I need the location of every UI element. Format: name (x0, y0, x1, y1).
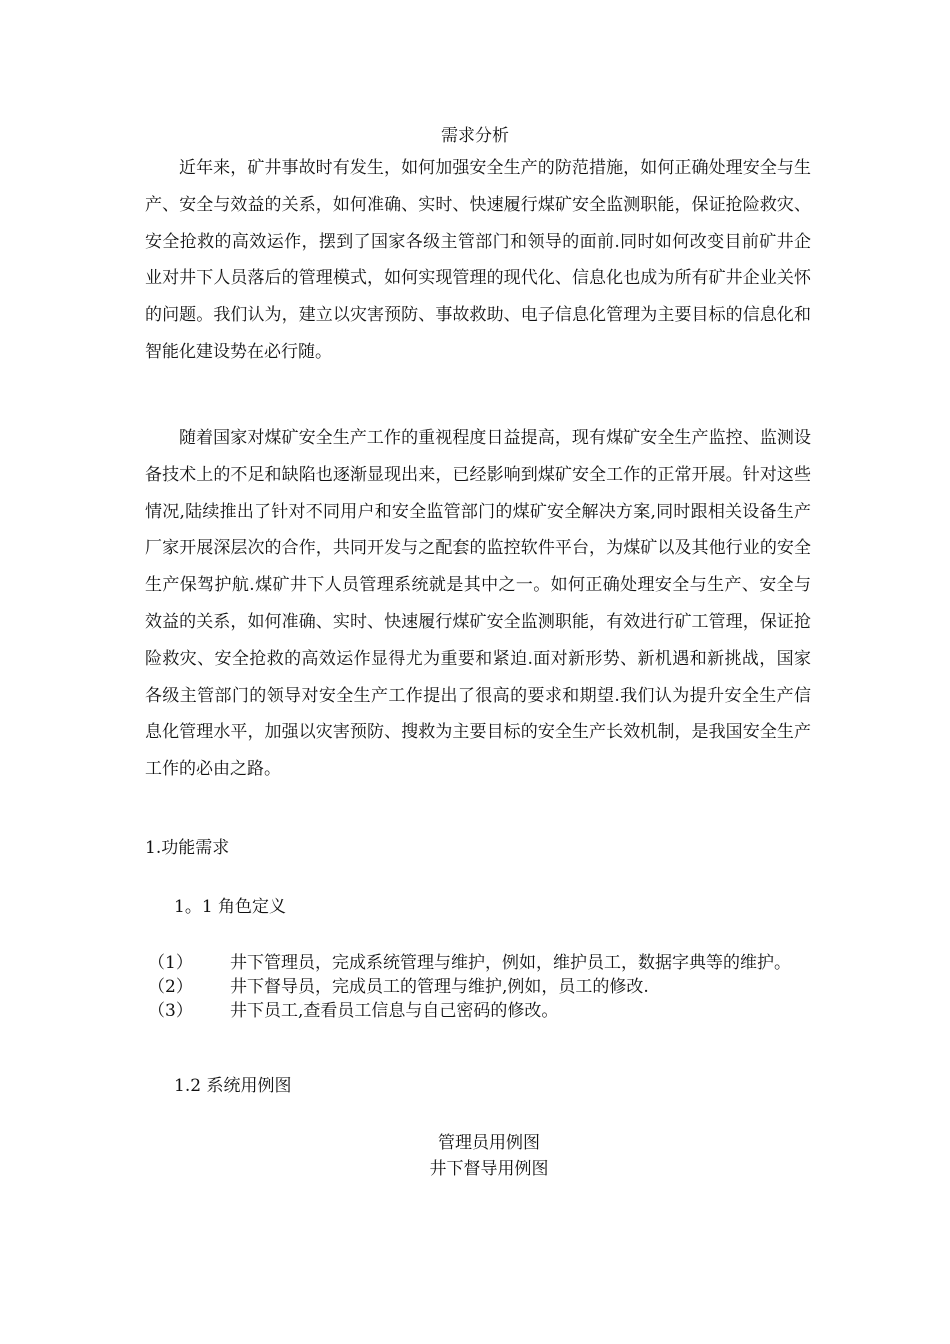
section-heading-use-case-diagram: 1.2 系统用例图 (174, 1076, 292, 1096)
section-heading-role-definition: 1。1 角色定义 (174, 897, 287, 917)
list-item-number: （2） (148, 977, 193, 997)
document-title: 需求分析 (441, 126, 509, 146)
list-item-text: 井下管理员，完成系统管理与维护，例如，维护员工，数据字典等的维护。 (230, 953, 791, 973)
list-item-text: 井下员工,查看员工信息与自己密码的修改。 (230, 1001, 559, 1021)
role-list (148, 951, 818, 1023)
list-item (148, 951, 818, 975)
list-item (148, 975, 818, 999)
list-item-text: 井下督导员，完成员工的管理与维护,例如，员工的修改. (230, 977, 649, 997)
list-item-number: （3） (148, 1001, 193, 1021)
paragraph-background: 随着国家对煤矿安全生产工作的重视程度日益提高，现有煤矿安全生产监控、监测设备技术上的不足和缺陷也逐渐显现出来，已经影响到煤矿安全工作的正常开展。针对这些情况,陆续推出了针对不同用户和安全监管部门的煤矿安全解决方案,同时跟相关设备生产厂家开展深层次的合作，共同开发与之配套的监控软件平台，为煤矿以及其他行业的安全生产保驾护航.煤矿井下人员管理系统就是其中之一。如何正确处理安全与生产、安全与效益的关系，如何准确、实时、快速履行煤矿安全监测职能，有效进行矿工管理，保证抢险救灾、安全抢救的高效运作显得尤为重要和紧迫.面对新形势、新机遇和新挑战，国家各级主管部门的领导对安全生产工作提出了很高的要求和期望.我们认为提升安全生产信息化管理水平，加强以灾害预防、搜救为主要目标的安全生产长效机制，是我国安全生产工作的必由之路。 (145, 428, 811, 780)
figure-caption-admin-use-case: 管理员用例图 (438, 1133, 540, 1153)
figure-caption-supervisor-use-case: 井下督导用例图 (429, 1159, 549, 1179)
paragraph-intro: 近年来，矿井事故时有发生，如何加强安全生产的防范措施，如何正确处理安全与生产、安全与效益的关系，如何准确、实时、快速履行煤矿安全监测职能，保证抢险救灾、安全抢救的高效运作，摆到了国家各级主管部门和领导的面前.同时如何改变目前矿井企业对井下人员落后的管理模式，如何实现管理的现代化、信息化也成为所有矿井企业关怀的问题。我们认为，建立以灾害预防、事故救助、电子信息化管理为主要目标的信息化和智能化建设势在必行随。 (145, 158, 811, 362)
list-item (148, 999, 818, 1023)
list-item-number: （1） (148, 953, 193, 973)
section-heading-functional-requirements: 1.功能需求 (145, 838, 230, 858)
